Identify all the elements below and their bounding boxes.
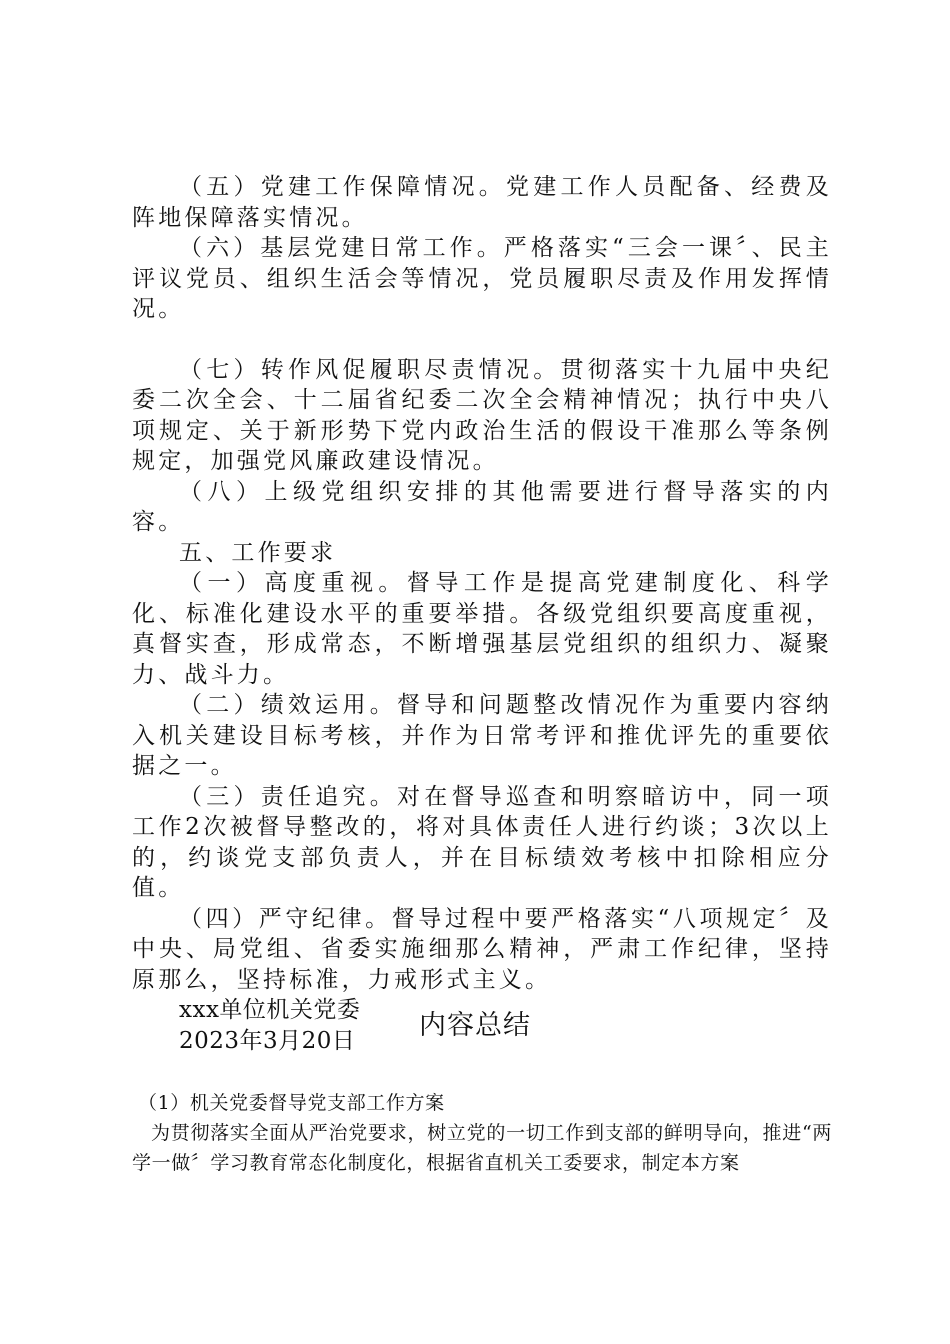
requirement-four: （四）严守纪律。督导过程中要严格落实“八项规定〞及中央、局党组、省委实施细那么精神，严肃工作纪律，坚持原那么，坚持标准，力戒形式主义。 <box>132 905 832 993</box>
summary-item-heading: （1）机关党委督导党支部工作方案 <box>138 1092 445 1114</box>
paragraph-six-daily-work: （六）基层党建日常工作。严格落实“三会一课〞、民主评议党员、组织生活会等情况，党员履职尽责及作用发挥情况。 <box>132 235 832 322</box>
requirement-three: （三）责任追究。对在督导巡查和明察暗访中，同一项工作2次被督导整改的，将对具体责任人进行约谈；3次以上的，约谈党支部负责人，并在目标绩效考核中扣除相应分值。 <box>132 783 832 901</box>
requirement-one: （一）高度重视。督导工作是提高党建制度化、科学化、标准化建设水平的重要举措。各级党组织要高度重视，真督实查，形成常态，不断增强基层党组织的组织力、凝聚力、战斗力。 <box>132 570 832 688</box>
requirement-two: （二）绩效运用。督导和问题整改情况作为重要内容纳入机关建设目标考核，并作为日常考评和推优评先的重要依据之一。 <box>132 692 832 779</box>
paragraph-seven-work-style: （七）转作风促履职尽责情况。贯彻落实十九届中央纪委二次全会、十二届省纪委二次全会精神情况；执行中央八项规定、关于新形势下党内政治生活的假设干准那么等条例规定，加强党风廉政建设情况。 <box>132 356 832 474</box>
document-body <box>132 172 832 1056</box>
summary-section <box>132 1088 832 1178</box>
paragraph-eight-other-content: （八）上级党组织安排的其他需要进行督导落实的内容。 <box>132 478 832 535</box>
summary-title: 内容总结 <box>419 1010 531 1041</box>
signature-organization: xxx单位机关党委 <box>179 997 361 1023</box>
summary-item-text: 为贯彻落实全面从严治党要求，树立党的一切工作到支部的鲜明导向，推进“两学一做〞学习教育常态化制度化，根据省直机关工委要求，制定本方案 <box>132 1122 832 1174</box>
signature-date: 2023年3月20日 <box>179 1027 356 1054</box>
section-heading-work-requirements: 五、工作要求 <box>179 539 337 566</box>
paragraph-five-party-building-guarantee: （五）党建工作保障情况。党建工作人员配备、经费及阵地保障落实情况。 <box>132 174 832 231</box>
